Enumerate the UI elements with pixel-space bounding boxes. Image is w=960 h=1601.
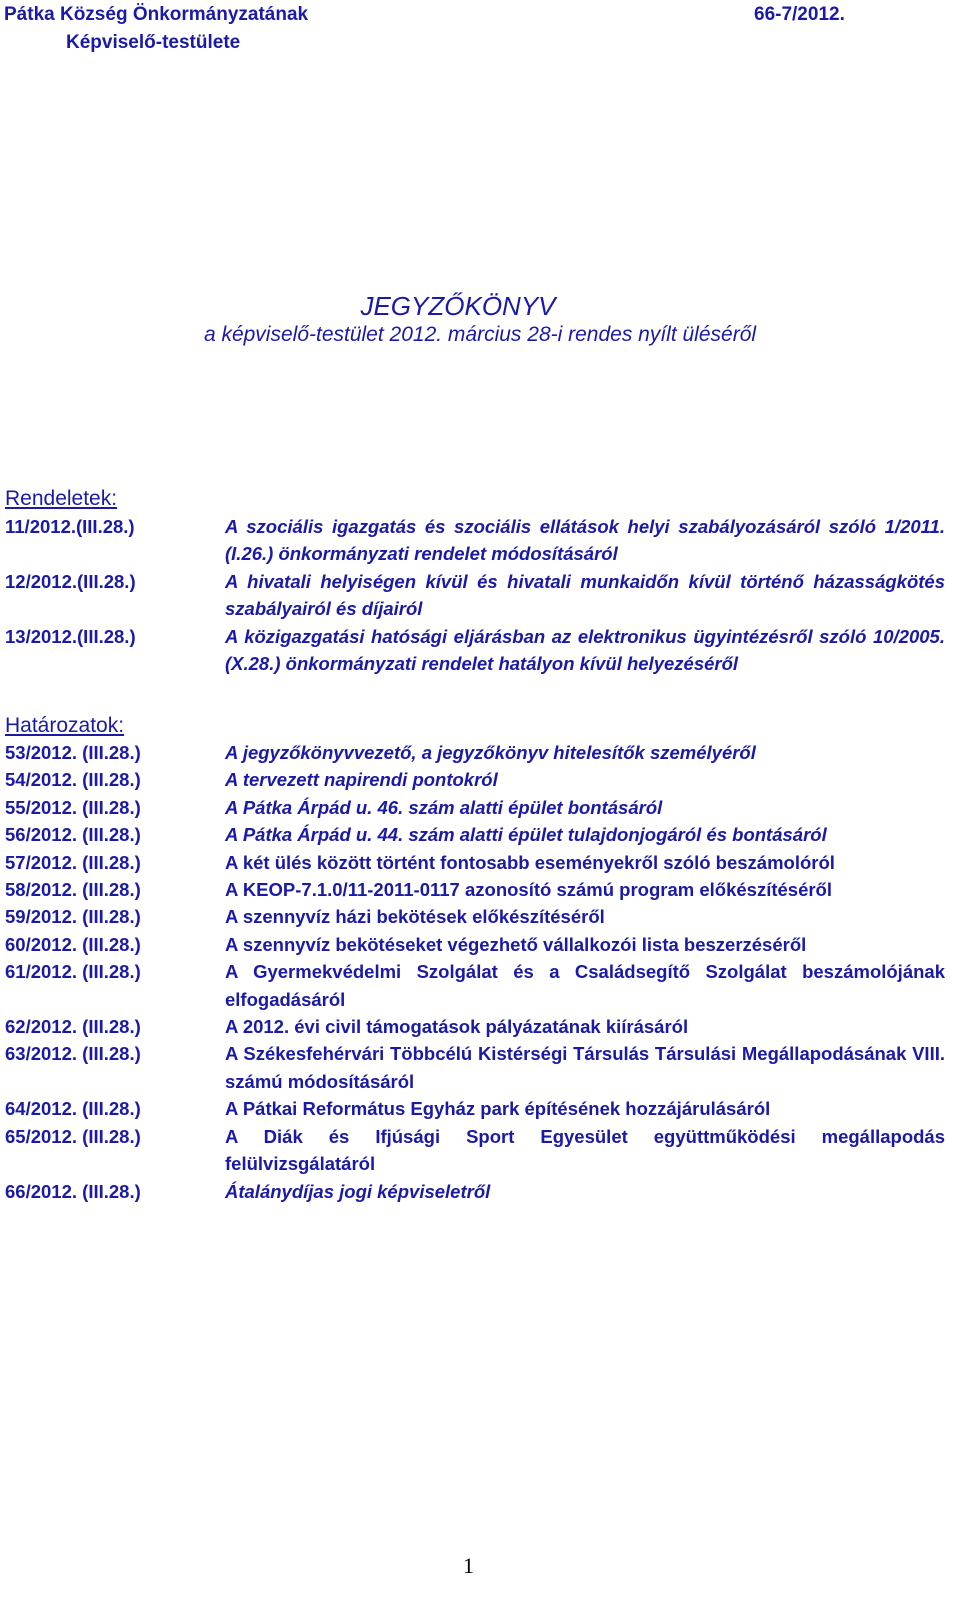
list-item (5, 766, 945, 793)
hatarozat-title: Átalánydíjas jogi képviseletről (225, 1180, 491, 1202)
hatarozat-number: 53/2012. (III.28.) (5, 742, 141, 763)
hatarozat-title: A Pátka Árpád u. 44. szám alatti épület tulajdonjogáról és bontásáról (225, 824, 827, 846)
document-number: 66-7/2012. (754, 4, 845, 25)
list-item (5, 794, 945, 821)
document-subtitle: a képviselő-testület 2012. március 28-i rendes nyílt üléséről (203, 323, 757, 346)
rendeletek-list (5, 513, 945, 677)
hatarozat-number: 64/2012. (III.28.) (5, 1098, 141, 1120)
hatarozat-title: A szennyvíz házi bekötések előkészítéséről (225, 906, 605, 928)
list-item (5, 1123, 945, 1178)
list-item (5, 623, 945, 678)
list-item (5, 876, 945, 903)
hatarozat-title: A tervezett napirendi pontokról (225, 769, 498, 791)
hatarozat-number: 60/2012. (III.28.) (5, 933, 141, 955)
rendelet-title: A közigazgatási hatósági eljárásban az elektronikus ügyintézésről szóló 10/2005.(X.28.) önkormányzati rendelet hatályon kívül helyezéséről (225, 625, 945, 675)
list-item (5, 1178, 945, 1205)
hatarozat-number: 56/2012. (III.28.) (5, 824, 141, 846)
hatarozat-number: 54/2012. (III.28.) (5, 769, 141, 791)
organization-body: Képviselő-testülete (66, 32, 241, 53)
hatarozat-number: 63/2012. (III.28.) (5, 1043, 141, 1065)
rendelet-number: 12/2012.(III.28.) (5, 570, 136, 592)
hatarozat-title: A Pátkai Református Egyház park építésének hozzájárulásáról (225, 1098, 771, 1120)
list-item (5, 931, 945, 958)
list-item (5, 1040, 945, 1095)
list-item (5, 1013, 945, 1040)
hatarozat-number: 62/2012. (III.28.) (5, 1016, 141, 1038)
list-item (5, 739, 945, 766)
hatarozat-number: 58/2012. (III.28.) (5, 879, 141, 901)
hatarozat-number: 55/2012. (III.28.) (5, 796, 141, 818)
hatarozat-title: A Gyermekvédelmi Szolgálat és a Családsegítő Szolgálat beszámolójának elfogadásáról (225, 961, 945, 1010)
hatarozat-number: 66/2012. (III.28.) (5, 1180, 141, 1202)
rendelet-number: 11/2012.(III.28.) (5, 516, 135, 537)
hatarozat-number: 59/2012. (III.28.) (5, 906, 141, 928)
rendelet-number: 13/2012.(III.28.) (5, 625, 136, 647)
list-item (5, 1095, 945, 1122)
hatarozat-number: 61/2012. (III.28.) (5, 961, 141, 983)
rendelet-title: A hivatali helyiségen kívül és hivatali munkaidőn kívül történő házasságkötés szabályairól és díjairól (225, 570, 945, 620)
page-number: 1 (463, 1553, 474, 1578)
hatarozat-title: A Pátka Árpád u. 46. szám alatti épület bontásáról (225, 796, 663, 818)
list-item (5, 821, 945, 848)
rendelet-title: A szociális igazgatás és szociális ellátások helyi szabályozásáról szóló 1/2011.(I.26.) önkormányzati rendelet módosításáról (225, 516, 945, 565)
list-item (5, 513, 945, 568)
hatarozat-title: A Diák és Ifjúsági Sport Egyesület együttműködési megállapodás felülvizsgálatáról (225, 1125, 945, 1175)
rendeletek-heading: Rendeletek: (5, 487, 118, 510)
hatarozat-number: 57/2012. (III.28.) (5, 851, 141, 873)
hatarozatok-heading: Határozatok: (5, 714, 125, 737)
hatarozat-title: A 2012. évi civil támogatások pályázatának kiírásáról (225, 1016, 689, 1038)
list-item (5, 903, 945, 930)
list-item (5, 568, 945, 623)
document-title: JEGYZŐKÖNYV (360, 291, 556, 321)
list-item (5, 958, 945, 1013)
hatarozat-title: A szennyvíz bekötéseket végezhető vállalkozói lista beszerzéséről (225, 933, 807, 955)
hatarozatok-list (5, 739, 945, 1205)
list-item (5, 849, 945, 876)
hatarozat-number: 65/2012. (III.28.) (5, 1125, 141, 1147)
organization-name: Pátka Község Önkormányzatának (4, 4, 309, 25)
hatarozat-title: A két ülés között történt fontosabb eseményekről szóló beszámolóról (225, 851, 835, 873)
hatarozat-title: A Székesfehérvári Többcélú Kistérségi Társulás Társulási Megállapodásának VIII. számú módosításáról (225, 1043, 945, 1092)
hatarozat-title: A KEOP-7.1.0/11-2011-0117 azonosító számú program előkészítéséről (225, 879, 832, 901)
hatarozat-title: A jegyzőkönyvvezető, a jegyzőkönyv hitelesítők személyéről (225, 742, 756, 763)
